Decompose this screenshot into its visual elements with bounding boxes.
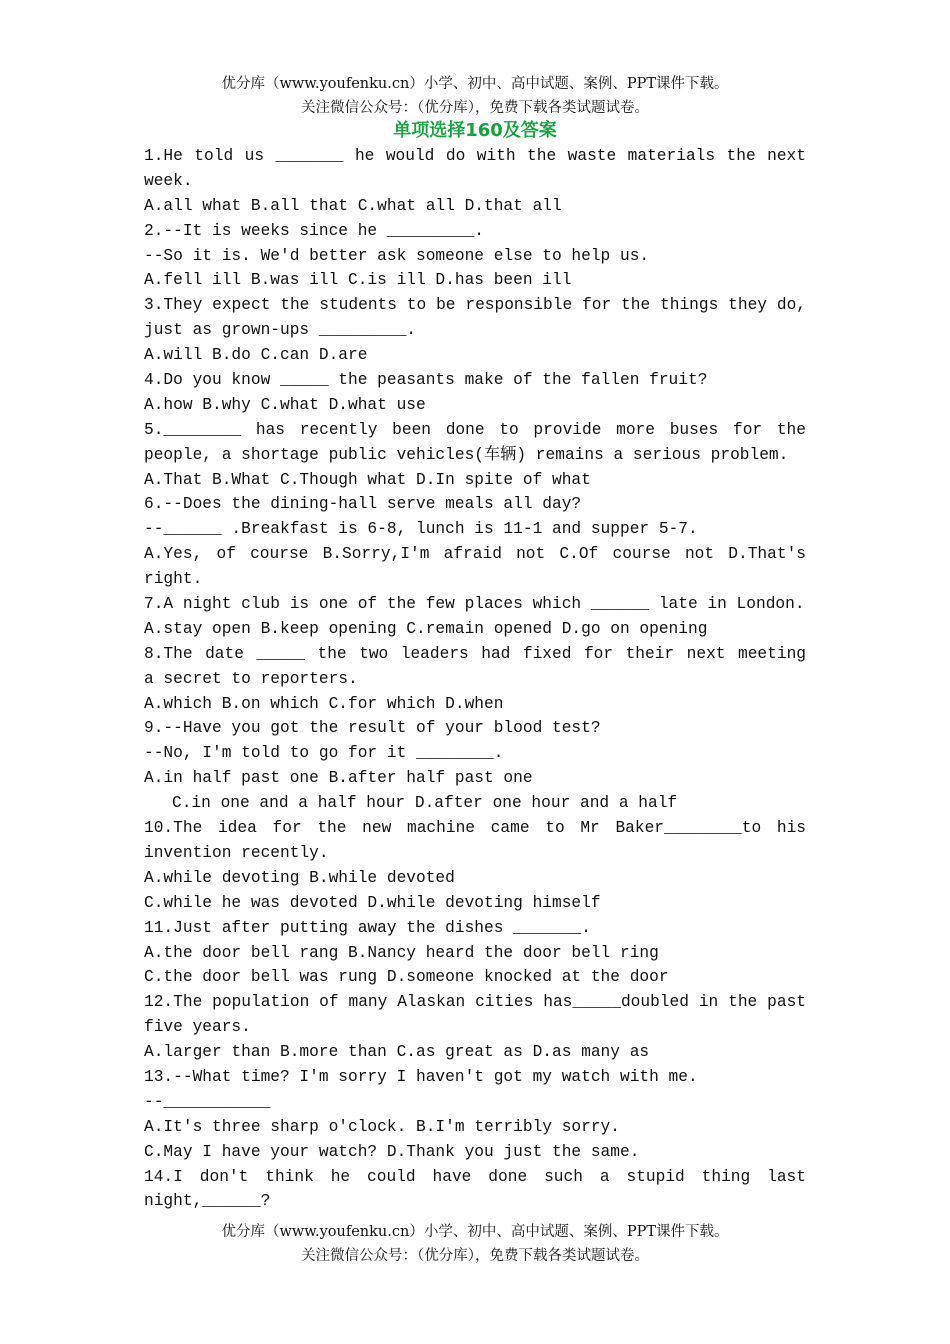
- text-line: --No, I'm told to go for it ________.: [144, 744, 504, 763]
- text-line: A.in half past one B.after half past one: [144, 769, 533, 788]
- text-line: A.while devoting B.while devoted: [144, 868, 455, 887]
- footer-line-1: 优分库（www.youfenku.cn）小学、初中、高中试题、案例、PPT课件下载。: [221, 1224, 729, 1240]
- document-title: 单项选择160及答案: [393, 120, 557, 141]
- text-line: 10.The idea for the new machine came to Mr Baker________to his: [144, 819, 806, 838]
- text-line: 11.Just after putting away the dishes _______.: [144, 918, 591, 937]
- text-line: A.stay open B.keep opening C.remain opened D.go on opening: [144, 619, 708, 638]
- text-line: 1.He told us _______ he would do with the waste materials the next: [144, 147, 806, 165]
- text-line: C.in one and a half hour D.after one hour and a half: [172, 794, 678, 813]
- text-line: 5.________ has recently been done to provide more buses for the: [144, 420, 806, 439]
- text-line: week.: [144, 171, 193, 190]
- text-line: --______ .Breakfast is 6-8, lunch is 11-1 and supper 5-7.: [144, 520, 698, 539]
- text-line: A.fell ill B.was ill C.is ill D.has been ill: [144, 271, 572, 290]
- text-line: people, a shortage public vehicles(车辆) remains a serious problem.: [144, 445, 789, 464]
- text-line: A.which B.on which C.for which D.when: [144, 694, 504, 713]
- text-line: invention recently.: [144, 843, 329, 862]
- page-footer: [0, 1220, 950, 1268]
- text-line: 13.--What time? I'm sorry I haven't got my watch with me.: [144, 1067, 698, 1086]
- text-line: A.all what B.all that C.what all D.that all: [144, 196, 562, 215]
- text-line: 4.Do you know _____ the peasants make of the fallen fruit?: [144, 371, 708, 390]
- text-line: 12.The population of many Alaskan cities has_____doubled in the past: [144, 993, 806, 1012]
- question-body: [144, 144, 806, 1214]
- text-line: A.how B.why C.what D.what use: [144, 395, 426, 414]
- text-line: C.May I have your watch? D.Thank you just the same.: [144, 1142, 640, 1161]
- text-line: five years.: [144, 1018, 251, 1037]
- text-line: --___________: [144, 1092, 271, 1111]
- text-line: night,______?: [144, 1192, 271, 1211]
- text-line: A.It's three sharp o'clock. B.I'm terribly sorry.: [144, 1117, 620, 1136]
- footer-line-2: 关注微信公众号：（优分库），免费下载各类试题试卷。: [301, 1248, 649, 1264]
- text-line: A.the door bell rang B.Nancy heard the door bell ring: [144, 943, 659, 962]
- text-line: a secret to reporters.: [144, 669, 358, 688]
- header-line-1: 优分库（www.youfenku.cn）小学、初中、高中试题、案例、PPT课件下载。: [221, 76, 729, 92]
- page-header: [0, 72, 950, 120]
- text-line: 14.I don't think he could have done such a stupid thing last: [144, 1167, 806, 1186]
- text-line: 9.--Have you got the result of your blood test?: [144, 719, 601, 738]
- text-line: A.will B.do C.can D.are: [144, 346, 368, 365]
- text-line: A.larger than B.more than C.as great as D.as many as: [144, 1043, 650, 1062]
- text-line: A.That B.What C.Though what D.In spite of what: [144, 470, 591, 489]
- text-line: 3.They expect the students to be responsible for the things they do,: [144, 296, 806, 315]
- text-line: C.the door bell was rung D.someone knocked at the door: [144, 968, 669, 987]
- text-line: right.: [144, 570, 203, 589]
- text-line: 8.The date _____ the two leaders had fixed for their next meeting: [144, 644, 806, 663]
- text-line: just as grown-ups _________.: [144, 321, 416, 340]
- text-line: 7.A night club is one of the few places which ______ late in London.: [144, 595, 805, 614]
- text-line: A.Yes, of course B.Sorry,I'm afraid not C.Of course not D.That's: [144, 545, 806, 564]
- text-line: C.while he was devoted D.while devoting himself: [144, 893, 601, 912]
- text-line: 6.--Does the dining-hall serve meals all day?: [144, 495, 582, 514]
- text-line: --So it is. We'd better ask someone else to help us.: [144, 246, 650, 265]
- text-line: 2.--It is weeks since he _________.: [144, 221, 484, 240]
- header-line-2: 关注微信公众号：（优分库），免费下载各类试题试卷。: [301, 100, 649, 116]
